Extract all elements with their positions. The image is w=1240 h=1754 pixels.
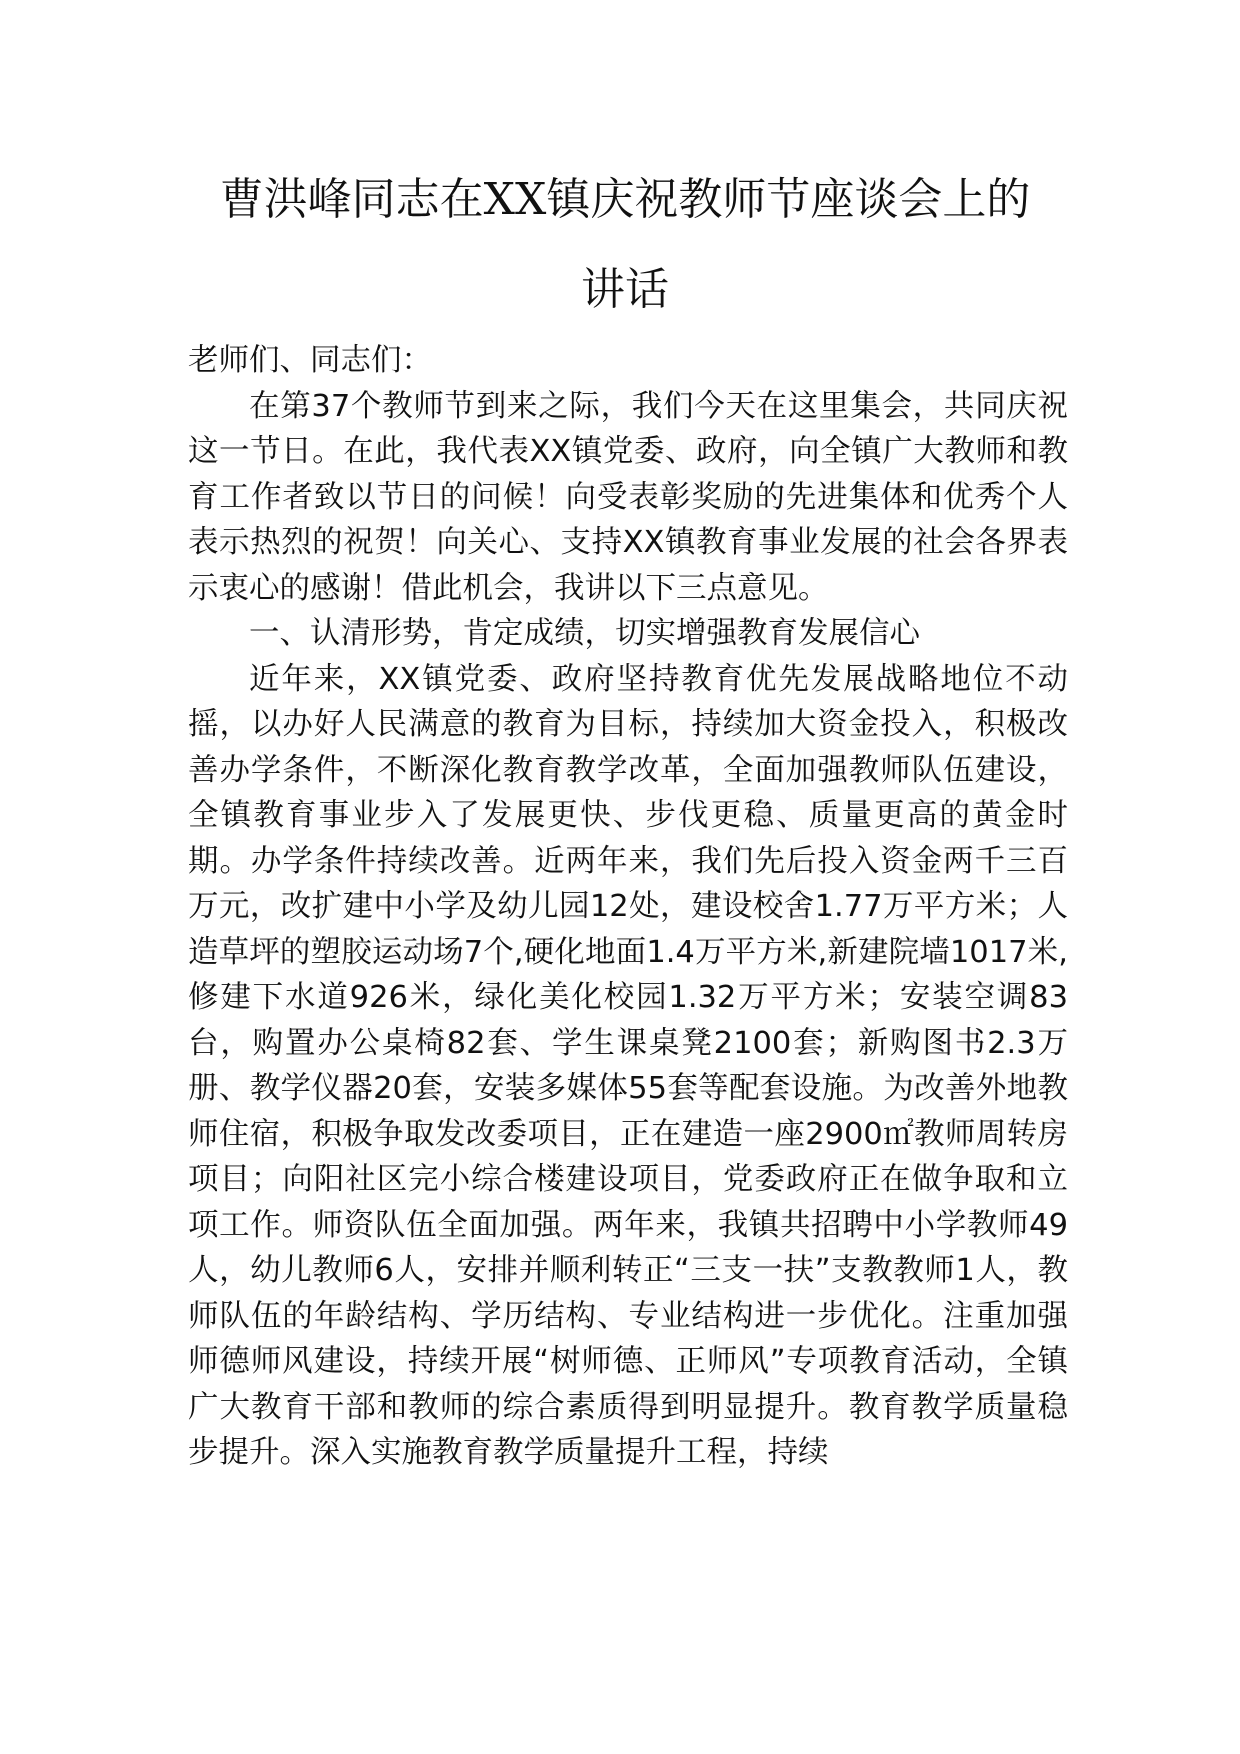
paragraph-achievements: 近年来，XX镇党委、政府坚持教育优先发展战略地位不动摇，以办好人民满意的教育为目标，持续加大资金投入，积极改善办学条件，不断深化教育教学改革，全面加强教师队伍建设，全镇教育事业步入了发展更快、步伐更稳、质量更高的黄金时期。办学条件持续改善。近两年来，我们先后投入资金两千三百万元，改扩建中小学及幼儿园12处，建设校舍1.77万平方米；人造草坪的塑胶运动场7个,硬化地面1.4万平方米,新建院墙1017米,修建下水道926米，绿化美化校园1.32万平方米；安装空调83台，购置办公桌椅82套、学生课桌凳2100套；新购图书2.3万册、教学仪器20套，安装多媒体55套等配套设施。为改善外地教师住宿，积极争取发改委项目，正在建造一座2900㎡教师周转房项目；向阳社区完小综合楼建设项目，党委政府正在做争取和立项工作。师资队伍全面加强。两年来，我镇共招聘中小学教师49人，幼儿教师6人，安排并顺利转正“三支一扶”支教教师1人，教师队伍的年龄结构、学历结构、专业结构进一步优化。注重加强师德师风建设，持续开展“树师德、正师风”专项教育活动，全镇广大教育干部和教师的综合素质得到明显提升。教育教学质量稳步提升。深入实施教育教学质量提升工程，持续 [188, 661, 1068, 1470]
salutation: 老师们、同志们： [188, 343, 432, 378]
document-title-line-2: 讲话 [581, 264, 669, 315]
paragraph-intro: 在第37个教师节到来之际，我们今天在这里集会，共同庆祝这一节日。在此，我代表XX镇党委、政府，向全镇广大教师和教育工作者致以节日的问候！向受表彰奖励的先进集体和优秀个人表示热烈的祝贺！向关心、支持XX镇教育事业发展的社会各界表示衷心的感谢！借此机会，我讲以下三点意见。 [188, 388, 1068, 606]
document-title-line-1: 曹洪峰同志在XX镇庆祝教师节座谈会上的 [219, 174, 1031, 225]
section-heading-1: 一、认清形势，肯定成绩，切实增强教育发展信心 [249, 616, 920, 651]
document-body [188, 338, 1068, 1476]
